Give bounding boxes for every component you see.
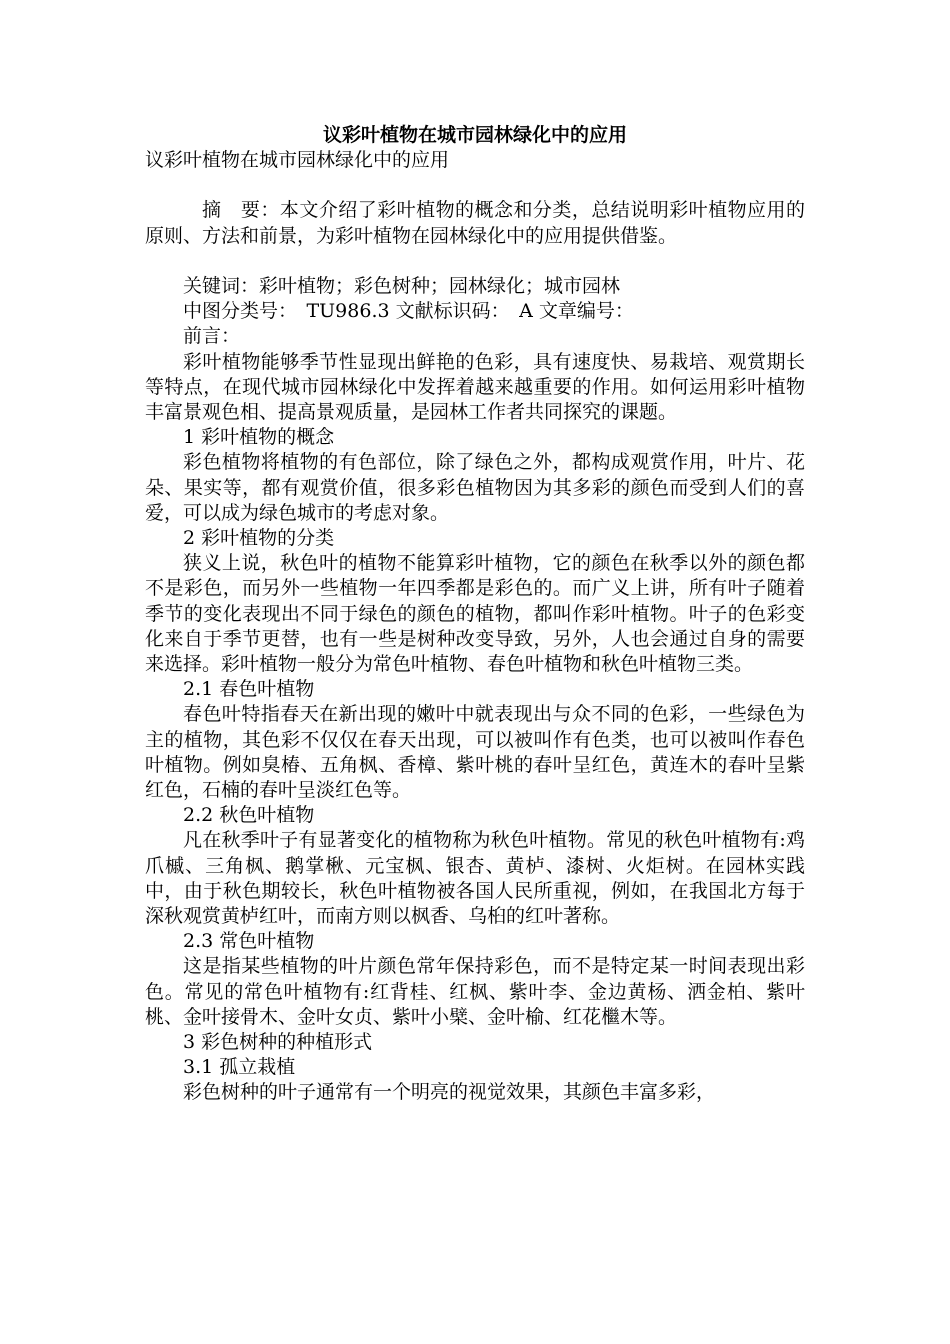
section-2-3-heading: 2.3 常色叶植物 (183, 930, 315, 953)
document-page (145, 122, 805, 1106)
section-2-2-heading: 2.2 秋色叶植物 (183, 804, 315, 827)
section-3-1-paragraph: 彩色树种的叶子通常有一个明亮的视觉效果，其颜色丰富多彩， (183, 1081, 716, 1104)
keywords-line: 关键词：彩叶植物；彩色树种；园林绿化；城市园林 (183, 274, 621, 297)
section-1-heading: 1 彩叶植物的概念 (183, 426, 335, 449)
preface-paragraph: 彩叶植物能够季节性显现出鲜艳的色彩，具有速度快、易栽培、观赏期长等特点，在现代城市园林绿化中发挥着越来越重要的作用。如何运用彩叶植物丰富景观色相、提高景观质量，是园林工作者共同探究的课题。 (145, 350, 805, 423)
section-2-1-paragraph: 春色叶特指春天在新出现的嫩叶中就表现出与众不同的色彩，一些绿色为主的植物，其色彩不仅仅在春天出现，可以被叫作有色类，也可以被叫作春色叶植物。例如臭椿、五角枫、香樟、紫叶桃的春叶呈红色，黄连木的春叶呈紫红色，石楠的春叶呈淡红色等。 (145, 703, 805, 802)
preface-heading: 前言： (183, 325, 241, 348)
blank-line (145, 249, 805, 274)
section-3-1-heading: 3.1 孤立栽植 (183, 1056, 296, 1079)
classification-line: 中图分类号： TU986.3 文献标识码： A 文章编号： (183, 300, 634, 323)
section-2-paragraph: 狭义上说，秋色叶的植物不能算彩叶植物，它的颜色在秋季以外的颜色都不是彩色，而另外一些植物一年四季都是彩色的。而广义上讲，所有叶子随着季节的变化表现出不同于绿色的颜色的植物，都叫作彩叶植物。叶子的色彩变化来自于季节更替，也有一些是树种改变导致，另外，人也会通过自身的需要来选择。彩叶植物一般分为常色叶植物、春色叶植物和秋色叶植物三类。 (145, 552, 805, 676)
section-1-paragraph: 彩色植物将植物的有色部位，除了绿色之外，都构成观赏作用，叶片、花朵、果实等，都有观赏价值，很多彩色植物因为其多彩的颜色而受到人们的喜爱，可以成为绿色城市的考虑对象。 (145, 451, 805, 524)
section-3-heading: 3 彩色树种的种植形式 (183, 1031, 373, 1054)
section-2-3-paragraph: 这是指某些植物的叶片颜色常年保持彩色，而不是特定某一时间表现出彩色。常见的常色叶植物有:红背桂、红枫、紫叶李、金边黄杨、洒金柏、紫叶桃、金叶接骨木、金叶女贞、紫叶小檗、金叶榆、红花檵木等。 (145, 955, 805, 1028)
document-title: 议彩叶植物在城市园林绿化中的应用 (322, 124, 627, 146)
blank-line (145, 173, 805, 198)
section-2-2-paragraph: 凡在秋季叶子有显著变化的植物称为秋色叶植物。常见的秋色叶植物有:鸡爪槭、三角枫、鹅掌楸、元宝枫、银杏、黄栌、漆树、火炬树。在园林实践中，由于秋色期较长，秋色叶植物被各国人民所重视，例如，在我国北方每于深秋观赏黄栌红叶，而南方则以枫香、乌桕的红叶著称。 (145, 829, 805, 928)
section-2-heading: 2 彩叶植物的分类 (183, 527, 335, 550)
abstract-paragraph: 摘 要：本文介绍了彩叶植物的概念和分类，总结说明彩叶植物应用的原则、方法和前景，为彩叶植物在园林绿化中的应用提供借鉴。 (145, 199, 805, 247)
document-subtitle: 议彩叶植物在城市园林绿化中的应用 (145, 149, 450, 171)
section-2-1-heading: 2.1 春色叶植物 (183, 678, 315, 701)
